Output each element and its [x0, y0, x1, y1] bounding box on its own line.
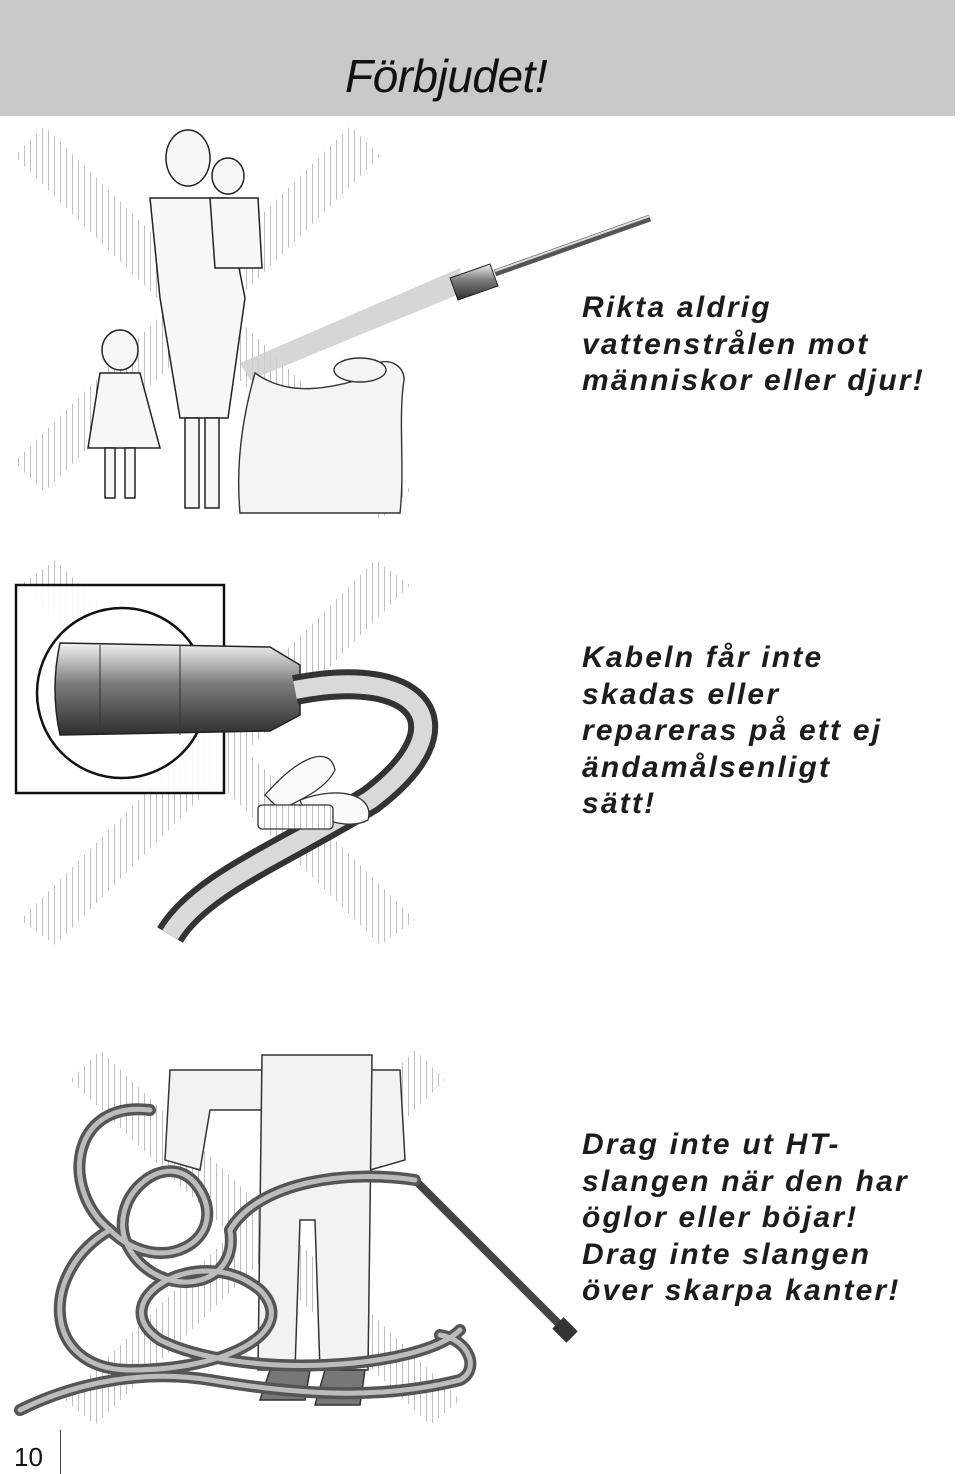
- page-title: Förbjudet!: [345, 50, 548, 102]
- caption-spray: [582, 290, 925, 400]
- caption-line: slangen när den har: [582, 1164, 909, 1198]
- damaged-cable-illustration: [0, 555, 450, 950]
- caption-line: Drag inte slangen: [582, 1237, 872, 1271]
- caption-cable: [582, 640, 882, 823]
- caption-line: repareras på ett ej: [582, 714, 883, 747]
- page-header: [0, 0, 955, 116]
- spray-at-people-illustration: [0, 118, 660, 528]
- hose-loops-illustration: [0, 1040, 600, 1430]
- caption-line: Drag inte ut HT-: [582, 1128, 841, 1161]
- tape-bow-icon: [258, 756, 369, 829]
- caption-line: Rikta aldrig: [582, 291, 772, 324]
- caption-line: vattenstrålen mot: [582, 327, 870, 361]
- page-number: 10: [14, 1442, 43, 1472]
- caption-line: öglor eller böjar!: [582, 1201, 859, 1234]
- caption-line: människor eller djur!: [582, 364, 925, 397]
- page-number-divider: [60, 1430, 61, 1474]
- caption-line: ändamålsenligt: [582, 750, 832, 784]
- caption-line: skadas eller: [582, 677, 781, 711]
- caption-hose: [582, 1127, 909, 1310]
- lance-icon: [415, 1180, 578, 1343]
- plug-icon: [55, 643, 300, 735]
- caption-line: sätt!: [582, 787, 657, 820]
- caption-line: över skarpa kanter!: [582, 1274, 901, 1307]
- caption-line: Kabeln får inte: [582, 641, 824, 674]
- dog-figure-icon: [239, 358, 404, 513]
- lance-icon: [450, 216, 650, 300]
